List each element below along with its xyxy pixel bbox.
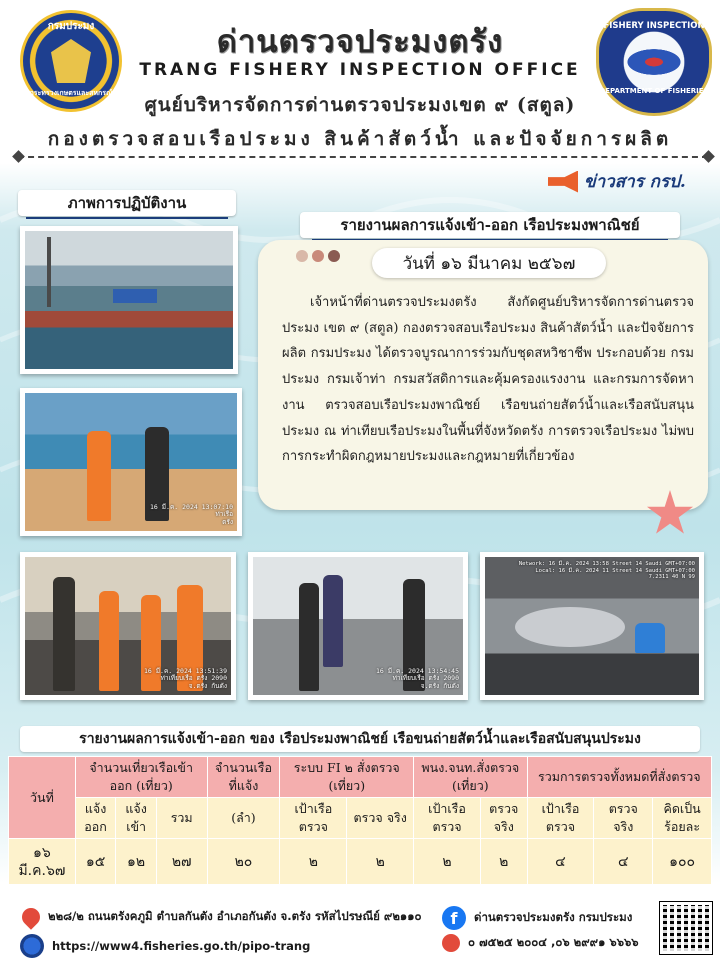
cell-value: ๒	[347, 839, 414, 885]
cell-value: ๒๗	[156, 839, 207, 885]
logo-right-bottom-text: DEPARTMENT OF FISHERIES	[599, 87, 709, 95]
location-pin-icon	[18, 904, 43, 929]
wings-icon	[623, 47, 685, 77]
sub-header: ตรวจ จริง	[594, 798, 653, 839]
logo-left-top-text: กรมประมง	[47, 21, 95, 32]
footer-website[interactable]	[20, 934, 310, 958]
divider	[18, 156, 708, 158]
page-title-en: TRANG FISHERY INSPECTION OFFICE	[139, 60, 581, 80]
photo-boat	[20, 226, 238, 374]
phone-icon	[442, 934, 460, 952]
photo-inspection-dock	[20, 388, 242, 536]
card-dots	[296, 250, 340, 262]
facebook-text: ด่านตรวจประมงตรัง กรมประมง	[474, 910, 633, 924]
page-title: ด่านตรวจประมงตรัง	[216, 24, 504, 60]
cell-value: ๑๕	[75, 839, 116, 885]
header-officer: พนง.จนท.สั่งตรวจ (เที่ยว)	[414, 757, 527, 798]
photo-catch	[480, 552, 704, 700]
dot	[312, 250, 324, 262]
divider-end-right	[702, 150, 715, 163]
sub-header: แจ้ง ออก	[75, 798, 116, 839]
cell-value: ๑๒	[116, 839, 157, 885]
footer-address	[22, 908, 422, 926]
footer-facebook[interactable]	[442, 906, 632, 930]
footer-phone	[442, 934, 639, 952]
header-total: รวมการตรวจทั้งหมดที่สั่งตรวจ	[527, 757, 711, 798]
fishing-boat-image	[25, 231, 233, 369]
cell-date: ๑๖ มี.ค.๖๗	[9, 839, 76, 885]
dot	[296, 250, 308, 262]
phone-text: ๐ ๗๕๒๕ ๒๐๐๔ ,๐๖ ๒๙๙๑ ๖๖๖๖	[468, 935, 639, 949]
website-link[interactable]: https://www4.fisheries.go.th/pipo-trang	[52, 939, 311, 953]
dot	[328, 250, 340, 262]
header-fi2: ระบบ FI ๒ สั่งตรวจ (เที่ยว)	[280, 757, 414, 798]
header-date: วันที่	[9, 757, 76, 839]
crew-check-image	[25, 557, 231, 695]
cell-value: ๔	[594, 839, 653, 885]
section-title-photos: ภาพการปฏิบัติงาน	[18, 190, 236, 216]
fish-catch-image	[485, 557, 699, 695]
section-title-report: รายงานผลการแจ้งเข้า-ออก เรือประมงพาณิชย์	[300, 212, 680, 238]
photo-timestamp: 16 มี.ค. 2024 13:54:45 ท่าเทียบเรือ ตรัง 2090 จ.ตรัง กันตัง	[376, 666, 459, 691]
article-date: วันที่ ๑๖ มีนาคม ๒๕๖๗	[372, 248, 606, 278]
sub-header: แจ้ง เข้า	[116, 798, 157, 839]
officers-image	[253, 557, 463, 695]
photo-timestamp: 16 มี.ค. 2024 13:07:10 ท่าเรือ ตรัง	[150, 502, 233, 527]
sub-header: ตรวจ จริง	[347, 798, 414, 839]
cell-value: ๒	[414, 839, 481, 885]
sub-header: เป้าเรือ ตรวจ	[280, 798, 347, 839]
megaphone-icon	[548, 171, 578, 193]
header-boats: จำนวนเรือ ที่แจ้ง	[207, 757, 280, 798]
sub-header: เป้าเรือ ตรวจ	[414, 798, 481, 839]
cell-value: ๒๐	[207, 839, 280, 885]
table-title: รายงานผลการแจ้งเข้า-ออก ของ เรือประมงพาณิชย์ เรือขนถ่ายสัตว์น้ำและเรือสนับสนุนประมง	[20, 726, 700, 752]
cell-value: ๔	[527, 839, 594, 885]
address-text: ๒๒๘/๒ ถนนตรังคภูมิ ตำบลกันตัง อำเภอกันตัง จ.ตรัง รหัสไปรษณีย์ ๙๒๑๑๐	[48, 909, 422, 923]
facebook-icon: f	[442, 906, 466, 930]
inspection-dock-image	[25, 393, 237, 531]
cell-value: ๑๐๐	[653, 839, 712, 885]
sub-header: เป้าเรือ ตรวจ	[527, 798, 594, 839]
cell-value: ๒	[280, 839, 347, 885]
sub-header: (ลำ)	[207, 798, 280, 839]
photo-timestamp: Network: 16 มี.ค. 2024 13:58 Street 14 Saudi GMT+07:00 Local: 16 มี.ค. 2024 11 Street 14 Saudi GMT+07:00 7.2311 40 N 99	[518, 561, 695, 581]
cell-value: ๒	[480, 839, 527, 885]
logo-right-top-text: FISHERY INSPECTION	[603, 21, 705, 31]
sub-header: รวม	[156, 798, 207, 839]
sub-header: ตรวจ จริง	[480, 798, 527, 839]
page-subtitle: ศูนย์บริหารจัดการด่านตรวจประมงเขต ๙ (สตูล)	[144, 94, 576, 116]
photo-crew-check	[20, 552, 236, 700]
report-table	[8, 756, 712, 885]
article-body: เจ้าหน้าที่ด่านตรวจประมงตรัง สังกัดศูนย์บริหารจัดการด่านตรวจประมง เขต ๙ (สตูล) กองตรวจสอบเรือประมง สินค้าสัตว์น้ำ และปัจจัยการผลิต กรมประมง ได้ตรวจบูรณาการร่วมกับชุดสหวิชาชีพ ประกอบด้วย กรมประมง กรมเจ้าท่า กรมสวัสดิการและคุ้มครองแรงงาน และกรมการจัดหางาน ตรวจสอบเรือประมงพาณิชย์ เรือขนถ่ายสัตว์น้ำและเรือสนับสนุนประมง ณ ท่าเทียบเรือประมงในพื้นที่จังหวัดตรัง การตรวจเรือประมง ไม่พบการกระทำผิดกฎหมายประมงและกฎหมายที่เกี่ยวข้อง	[282, 295, 694, 465]
emblem-icon	[51, 39, 91, 83]
qr-code-icon[interactable]	[660, 902, 712, 954]
news-tag	[548, 168, 686, 195]
news-tag-label: ข่าวสาร กรป.	[584, 172, 686, 192]
table-row	[9, 839, 712, 885]
sub-header: คิดเป็น ร้อยละ	[653, 798, 712, 839]
photo-officers	[248, 552, 468, 700]
header-trips: จำนวนเที่ยวเรือเข้าออก (เที่ยว)	[75, 757, 207, 798]
photo-timestamp: 16 มี.ค. 2024 13:51:39 ท่าเทียบเรือ ตรัง 2090 จ.ตรัง กันตัง	[144, 666, 227, 691]
globe-icon	[20, 934, 44, 958]
page-subtitle-2: กองตรวจสอบเรือประมง สินค้าสัตว์น้ำ และปัจจัยการผลิต	[47, 128, 673, 150]
logo-left-bottom-text: กระทรวงเกษตรและสหกรณ์	[29, 89, 113, 97]
